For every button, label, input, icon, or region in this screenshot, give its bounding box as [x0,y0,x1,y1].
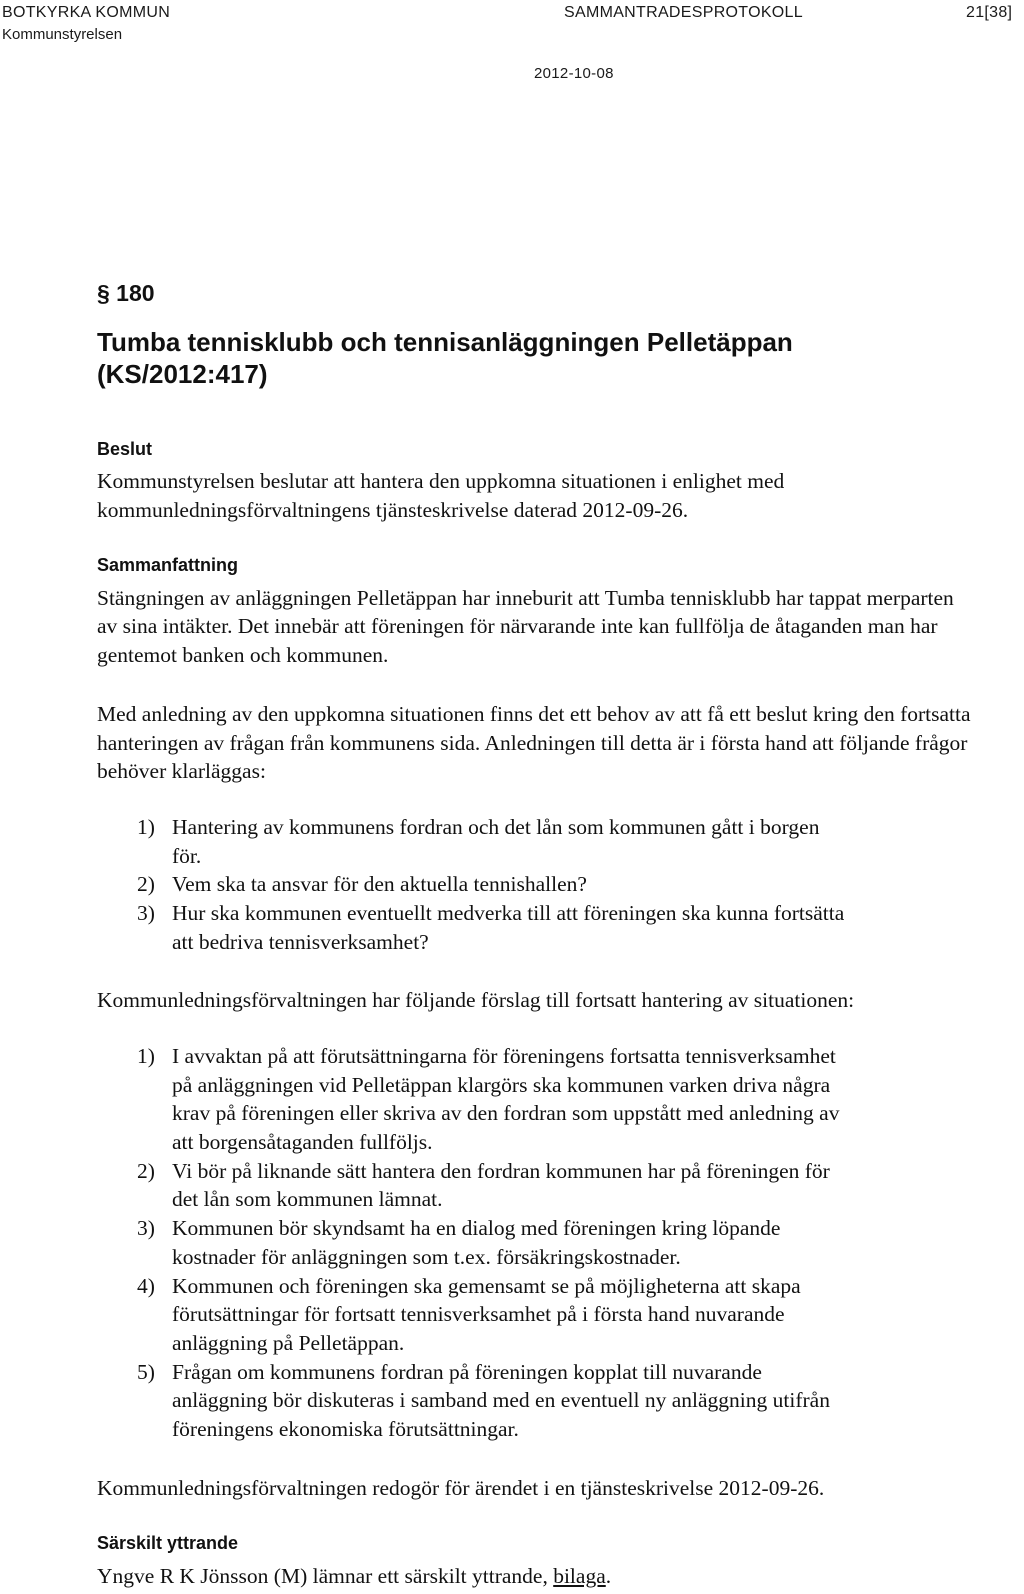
header-date: 2012-10-08 [534,65,614,82]
sammanfattning-paragraph-4: Kommunledningsförvaltningen redogör för ärendet i en tjänsteskrivelse 2012-09-26. [97,1475,825,1500]
sammanfattning-paragraph-2: Med anledning av den uppkomna situationen finns det ett behov av att få ett beslut kring den fortsatta hanteringen av frågan från kommunens sida. Anledningen till detta är i första hand att följande frågor behöver klarläggas: [97,701,971,784]
list-item-text: I avvaktan på att förutsättningarna för föreningens fortsatta tennisverksamhet på anläggningen vid Pelletäppan klargörs ska kommunen varken driva några krav på föreningen eller skriva av den fordran som uppstått med anledning av att borgensåtaganden fullföljs. [172,1044,840,1155]
list-item [97,1042,977,1157]
header-document-type: SAMMANTRADESPROTOKOLL [564,4,803,21]
list-item-number: 4) [137,1273,155,1298]
list-item [97,1214,977,1271]
sammanfattning-paragraph-3: Kommunledningsförvaltningen har följande förslag till fortsatt hantering av situationen: [97,988,855,1013]
section-number: § 180 [97,280,155,306]
list-item-text: Kommunen och föreningen ska gemensamt se på möjligheterna att skapa förutsättningar för fortsatt tennisverksamhet på i första hand nuvarande anläggning på Pelletäppan. [172,1273,801,1355]
list-item-number: 1) [137,1044,155,1068]
list-item-number: 3) [137,900,155,925]
bilaga-link[interactable]: bilaga [553,1563,606,1588]
list-item-text: Hur ska kommunen eventuellt medverka till att föreningen ska kunna fortsätta att bedriva tennisverksamhet? [172,900,845,954]
header-organization: BOTKYRKA KOMMUN [2,4,171,21]
list-item [97,1272,977,1358]
sarskilt-yttrande-text-before: Yngve R K Jönsson (M) lämnar ett särskilt yttrande, [97,1563,554,1588]
beslut-heading: Beslut [97,438,153,459]
list-item-number: 3) [137,1216,155,1241]
sarskilt-yttrande-text [97,1562,977,1591]
questions-list [97,813,977,956]
list-item-text: Frågan om kommunens fordran på föreningen kopplat till nuvarande anläggning bör diskuteras i samband med en eventuell ny anläggning utifrån föreningens ekonomiska förutsättningar. [172,1359,830,1441]
list-item-number: 1) [137,814,155,839]
list-item-number: 2) [137,1158,155,1183]
sammanfattning-heading: Sammanfattning [97,555,239,576]
list-item-text: Vem ska ta ansvar för den aktuella tennishallen? [172,872,587,897]
list-item-text: Vi bör på liknande sätt hantera den fordran kommunen har på föreningen för det lån som kommunen lämnat. [172,1158,830,1212]
header-page-number: 21[38] [966,4,1013,21]
list-item-number: 5) [137,1359,155,1384]
list-item-text: Kommunen bör skyndsamt ha en dialog med föreningen kring löpande kostnader för anläggningen som t.ex. försäkringskostnader. [172,1216,781,1269]
list-item [97,899,977,956]
sammanfattning-paragraph-1: Stängningen av anläggningen Pelletäppan har inneburit att Tumba tennisklubb har tappat merparten av sina intäkter. Det innebär att föreningen för närvarande inte kan fullfölja de åtaganden man har gentemot banken och kommunen. [97,585,954,668]
protocol-content [97,280,977,1590]
list-item [97,1358,977,1444]
list-item-text: Hantering av kommunens fordran och det lån som kommunen gått i borgen för. [172,814,820,868]
section-title: Tumba tennisklubb och tennisanläggningen Pelletäppan (KS/2012:417) [97,326,793,390]
sarskilt-yttrande-text-after: . [605,1563,612,1588]
list-item [97,870,977,899]
header-board: Kommunstyrelsen [2,26,123,43]
beslut-text: Kommunstyrelsen beslutar att hantera den uppkomna situationen i enlighet med kommunledningsförvaltningens tjänsteskrivelse daterad 2012-09-26. [97,468,785,522]
list-item [97,1157,977,1214]
sarskilt-yttrande-heading: Särskilt yttrande [97,1533,239,1554]
proposals-list [97,1042,977,1444]
list-item-number: 2) [137,872,155,897]
list-item [97,813,977,870]
